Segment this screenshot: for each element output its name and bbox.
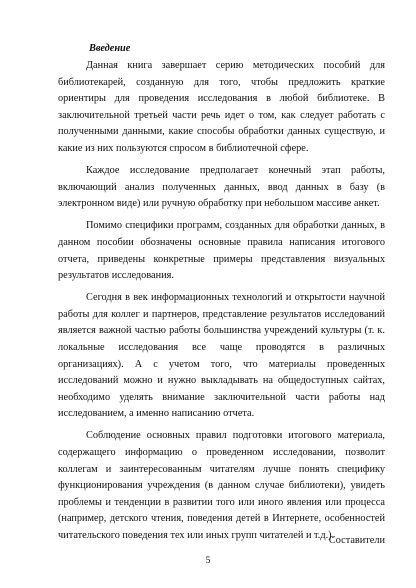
paragraph-1: Данная книга завершает серию методических пособий для библиотекарей, созданную для того, чтобы предложить краткие ориентиры для проведения исследования в любой библиотеке. В заключительной третьей части речь идет о том, как следует работать с полученными данными, какие способы обработки данных существую, и какие из них пользуются спросом в библиотечной сфере. bbox=[58, 60, 385, 154]
page-number: 5 bbox=[205, 556, 211, 566]
section-heading: Введение bbox=[89, 43, 131, 54]
document-page bbox=[58, 42, 385, 550]
signature: Составители bbox=[328, 535, 385, 546]
paragraph-5: Соблюдение основных правил подготовки итогового материала, содержащего информацию о проведенном исследовании, позволит коллегам и заинтересованным читателям лучше понять специфику функционирования учреждения (в данном случае библиотеки), увидеть проблемы и тенденции в развитии того или иного явления или процесса (например, детского чтения, поведения детей в Интернете, особенностей читательского поведения тех или иных групп читателей и т.д.). bbox=[58, 430, 385, 542]
paragraph-4: Сегодня в век информационных технологий и открытости научной работы для коллег и партнеров, представление результатов исследований является важной частью работы большинства учреждений культуры (т. к. локальные исследования все чаще проводятся в различных организациях). А с учетом того, что материалы проведенных исследований можно и нужно выкладывать на общедоступных сайтах, необходимо уделять внимание заключительной части работы над исследованием, а именно написанию отчета. bbox=[58, 292, 385, 420]
paragraph-3: Помимо специфики программ, созданных для обработки данных, в данном пособии обозначены основные правила написания итогового отчета, приведены конкретные примеры представления визуальных результатов исследования. bbox=[58, 220, 385, 282]
paragraph-2: Каждое исследование предполагает конечный этап работы, включающий анализ полученных данных, ввод данных в базу (в электронном виде) или ручную обработку при небольшом массиве анкет. bbox=[58, 165, 385, 210]
